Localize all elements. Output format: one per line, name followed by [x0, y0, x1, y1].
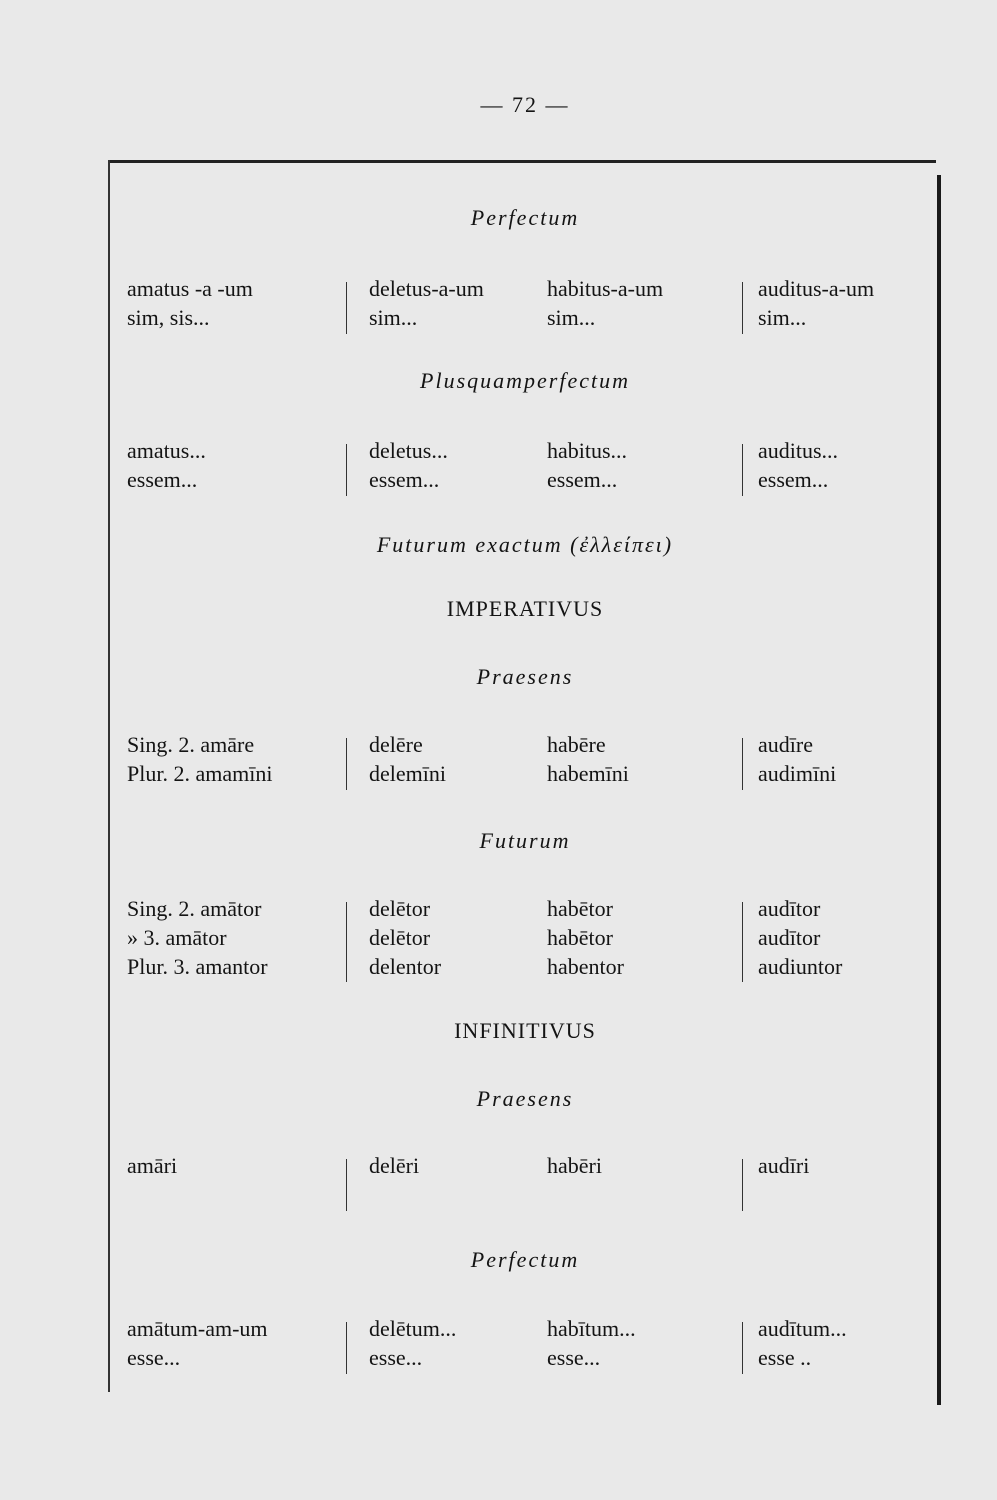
conj2-cell: delētor [369, 925, 431, 950]
conj1-cell: esse... [127, 1345, 181, 1370]
conj3-cell: sim... [547, 305, 596, 330]
conj1-cell: amāri [127, 1153, 178, 1178]
conj2-cell: delemīni [369, 761, 446, 786]
conj4-cell: audītor [758, 896, 821, 921]
frame-left-rule [108, 160, 110, 1392]
plusquamperfectum-heading: Plusquamperfectum [420, 368, 630, 393]
imperativus-praesens-heading: Praesens [476, 664, 574, 689]
column-separator [742, 282, 743, 334]
conj4-cell: essem... [758, 467, 829, 492]
conj4-cell: audītum... [758, 1316, 847, 1341]
conj4-cell: esse .. [758, 1345, 812, 1370]
conj2-cell: essem... [369, 467, 440, 492]
conj1-cell: sim, sis... [127, 305, 210, 330]
infinitivus-perfectum-heading: Perfectum [470, 1247, 580, 1272]
conj3-cell: habitus... [547, 438, 628, 463]
conj1-cell: amatus -a -um [127, 276, 253, 301]
conj4-cell: auditus-a-um [758, 276, 875, 301]
conj2-cell: sim... [369, 305, 418, 330]
column-separator [742, 738, 743, 790]
column-separator [346, 1159, 347, 1211]
conj2-cell: delētum... [369, 1316, 457, 1341]
futurum-exactum-heading: Futurum exactum (ἐλλείπει) [376, 532, 674, 557]
conj2-cell: delēri [369, 1153, 420, 1178]
infinitivus-title: INFINITIVUS [454, 1018, 596, 1043]
conj1-cell: » 3. amātor [127, 925, 227, 950]
conj2-cell: delētor [369, 896, 431, 921]
conj3-cell: habētor [547, 925, 613, 950]
conj1-cell: Plur. 2. amamīni [127, 761, 273, 786]
conj3-cell: habēre [547, 732, 606, 757]
column-separator [346, 902, 347, 982]
conj3-cell: habētor [547, 896, 613, 921]
frame-top-rule [108, 160, 936, 163]
conj3-cell: habēri [547, 1153, 602, 1178]
imperativus-futurum-heading: Futurum [479, 828, 571, 853]
imperativus-title: IMPERATIVUS [446, 596, 604, 621]
conj4-cell: sim... [758, 305, 807, 330]
column-separator [742, 1322, 743, 1374]
conj4-cell: audītor [758, 925, 821, 950]
conj2-cell: deletus-a-um [369, 276, 484, 301]
conj3-cell: habemīni [547, 761, 629, 786]
column-separator [346, 282, 347, 334]
conj3-cell: habītum... [547, 1316, 636, 1341]
conj2-cell: delentor [369, 954, 442, 979]
conj2-cell: esse... [369, 1345, 423, 1370]
conj1-cell: Plur. 3. amantor [127, 954, 268, 979]
conj1-cell: essem... [127, 467, 198, 492]
column-separator [346, 1322, 347, 1374]
conj4-cell: audīre [758, 732, 813, 757]
column-separator [346, 738, 347, 790]
column-separator [742, 444, 743, 496]
column-separator [346, 444, 347, 496]
conj4-cell: audīri [758, 1153, 810, 1178]
conj4-cell: audimīni [758, 761, 837, 786]
frame-right-rule [937, 175, 941, 1405]
page-number: — 72 — [480, 92, 570, 117]
conj2-cell: deletus... [369, 438, 448, 463]
conj1-cell: Sing. 2. amātor [127, 896, 262, 921]
column-separator [742, 1159, 743, 1211]
perfectum-heading: Perfectum [470, 205, 580, 230]
conj3-cell: habitus-a-um [547, 276, 664, 301]
conj2-cell: delēre [369, 732, 423, 757]
conj3-cell: esse... [547, 1345, 601, 1370]
conj4-cell: auditus... [758, 438, 839, 463]
conj3-cell: essem... [547, 467, 618, 492]
conj1-cell: amatus... [127, 438, 206, 463]
conj3-cell: habentor [547, 954, 624, 979]
column-separator [742, 902, 743, 982]
infinitivus-praesens-heading: Praesens [476, 1086, 574, 1111]
conj1-cell: amātum-am-um [127, 1316, 268, 1341]
conj1-cell: Sing. 2. amāre [127, 732, 255, 757]
conj4-cell: audiuntor [758, 954, 843, 979]
